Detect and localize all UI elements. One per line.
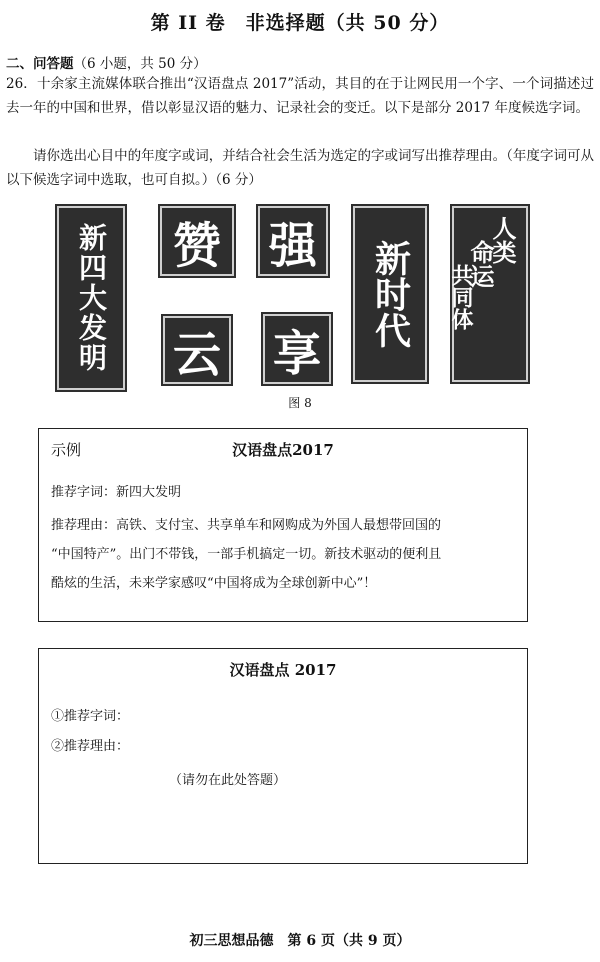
question-intro: [6, 72, 594, 120]
stamp-renleimingyungongtongti: [448, 206, 528, 382]
stamp-line-2: 命运: [466, 240, 494, 288]
answer-note: （请勿在此处答题）: [169, 773, 287, 788]
stamp-xinsidafaming: 新四大发明: [57, 206, 125, 390]
page-title: 第 II 卷 非选择题（共 50 分）: [150, 12, 450, 34]
example-reason-line-3: 酷炫的生活，未来学家感叹“中国将成为全球创新中心”！: [51, 576, 377, 591]
question-number: 26．: [6, 76, 37, 92]
example-reason-text-1: 高铁、支付宝、共享单车和网购成为外国人最想带回国的: [116, 518, 442, 533]
example-word-row: [51, 481, 181, 500]
section-heading: [6, 52, 207, 72]
question-instruction: 请你选出心目中的年度字或词，并结合社会生活为选定的字或词写出推荐理由。（年度字词可从以下候选字词中选取，也可自拟。）（6 分）: [6, 148, 594, 188]
example-box: [38, 428, 528, 622]
example-reason-line-1: [51, 511, 521, 540]
figure-caption: 图 8: [288, 396, 312, 410]
answer-box: [38, 648, 528, 864]
stamp-xiang: 享: [263, 314, 331, 384]
stamp-line-1: 人类: [488, 216, 516, 264]
answer-item-reason: ②推荐理由：: [51, 739, 130, 754]
stamp-yun: 云: [163, 316, 231, 384]
example-title: 汉语盘点2017: [232, 441, 334, 459]
example-reason-label: 推荐理由：: [51, 518, 117, 533]
stamp-xinshidai: 新时代: [353, 206, 427, 382]
stamp-qiang: 强: [258, 206, 328, 276]
page-footer: 初三思想品德 第 6 页（共 9 页）: [189, 933, 411, 949]
stamp-zan: 赞: [160, 206, 234, 276]
question-intro-text: 十余家主流媒体联合推出“汉语盘点 2017”活动，其目的在于让网民用一个字、一个词描述过去一年的中国和世界，借以彰显汉语的魅力、记录社会的变迁。以下是部分 2017 年度候选字词。: [6, 76, 595, 116]
section-heading-text: 二、问答题: [6, 56, 74, 72]
answer-title: 汉语盘点 2017: [229, 661, 337, 679]
answer-item-word: ①推荐字词：: [51, 709, 130, 724]
example-reason-line-2: “中国特产”。出门不带钱，一部手机搞定一切。新技术驱动的便利且: [51, 547, 442, 562]
example-label: 示例: [51, 441, 82, 459]
stamp-line-3: 共同体: [448, 264, 473, 330]
example-word-label: 推荐字词：: [51, 485, 117, 500]
example-reason: [51, 511, 521, 598]
section-note: （6 小题，共 50 分）: [73, 56, 207, 72]
example-word-value: 新四大发明: [116, 485, 182, 500]
